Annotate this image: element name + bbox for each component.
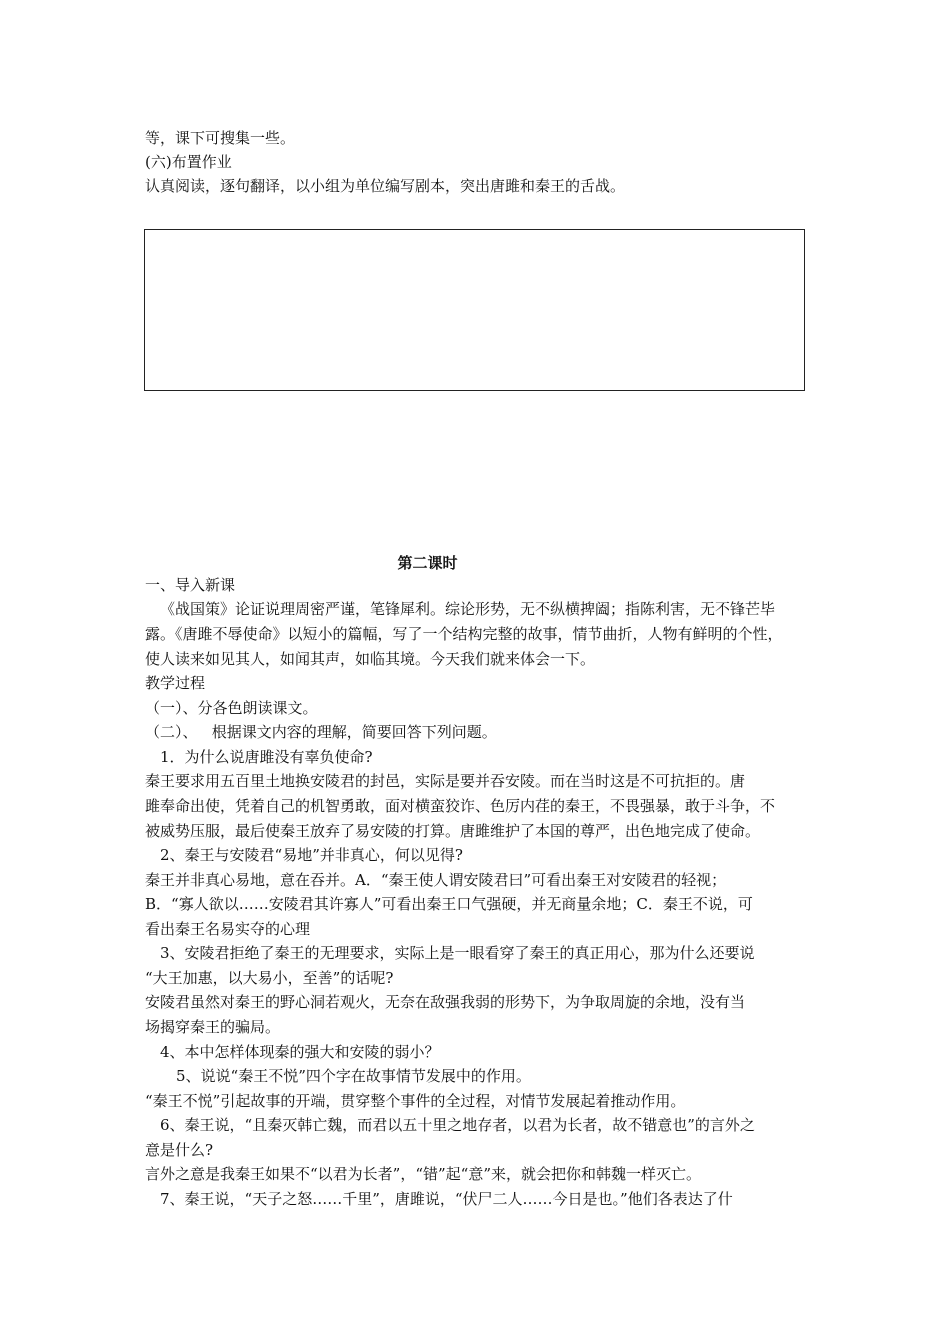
section-heading: 教学过程 [145, 674, 206, 692]
question: 7、秦王说，“天子之怒……千里”，唐雎说，“伏尸二人……今日是也。”他们各表达了什 [160, 1190, 733, 1208]
answer-line: 秦王要求用五百里土地换安陵君的封邑，实际是要并吞安陵。而在当时这是不可抗拒的。唐 [145, 772, 746, 790]
answer-line: 被威势压服，最后使秦王放弃了易安陵的打算。唐雎维护了本国的尊严，出色地完成了使命。 [145, 822, 761, 840]
text-line: 认真阅读，逐句翻译，以小组为单位编写剧本，突出唐雎和秦王的舌战。 [145, 177, 626, 195]
question: 2、秦王与安陵君“易地”并非真心，何以见得? [160, 846, 463, 864]
question: 1．为什么说唐雎没有辜负使命? [160, 748, 373, 766]
question: “大王加惠，以大易小，至善”的话呢? [145, 969, 394, 987]
answer-line: B．“寡人欲以……安陵君其许寡人”可看出秦王口气强硬，并无商量余地；C．秦王不说，可 [145, 895, 753, 913]
paragraph-line: 使人读来如见其人，如闻其声，如临其境。今天我们就来体会一下。 [145, 650, 596, 668]
answer-line: 雎奉命出使，凭着自己的机智勇敢，面对横蛮狡诈、色厉内荏的秦王，不畏强暴，敢于斗争，不 [145, 797, 776, 815]
question: 6、秦王说，“且秦灭韩亡魏，而君以五十里之地存者，以君为长者，故不错意也”的言外之 [160, 1116, 755, 1134]
answer-line: 言外之意是我秦王如果不“以君为长者”，“错”起“意”来，就会把你和韩魏一样灭亡。 [145, 1165, 702, 1183]
answer-line: 安陵君虽然对秦王的野心洞若观火，无奈在敌强我弱的形势下，为争取周旋的余地，没有当 [145, 993, 746, 1011]
page-title: 第二课时 [397, 554, 458, 572]
text-line: 等，课下可搜集一些。 [145, 129, 296, 147]
question: 意是什么? [145, 1141, 214, 1159]
assignment-heading: (六)布置作业 [145, 153, 232, 171]
step-item: （一）、分各色朗读课文。 [145, 699, 318, 717]
section-heading: 一、导入新课 [145, 576, 236, 594]
empty-text-box [144, 229, 805, 391]
answer-line: 场揭穿秦王的骗局。 [145, 1018, 281, 1036]
paragraph-line: 露。《唐雎不辱使命》以短小的篇幅，写了一个结构完整的故事，情节曲折，人物有鲜明的个性， [145, 625, 783, 643]
question: 5、说说“秦王不悦”四个字在故事情节发展中的作用。 [176, 1067, 531, 1085]
paragraph-line: 《战国策》论证说理周密严谨，笔锋犀利。综论形势，无不纵横捭阖；指陈利害，无不锋芒毕 [160, 600, 776, 618]
question: 3、安陵君拒绝了秦王的无理要求，实际上是一眼看穿了秦王的真正用心，那为什么还要说 [160, 944, 755, 962]
step-item: （二）、 根据课文内容的理解，简要回答下列问题。 [145, 723, 497, 741]
question: 4、本中怎样体现秦的强大和安陵的弱小？ [160, 1043, 440, 1061]
answer-line: 秦王并非真心易地，意在吞并。A．“秦王使人谓安陵君曰”可看出秦王对安陵君的轻视； [145, 871, 727, 889]
answer-line: 看出秦王名易实夺的心理 [145, 920, 311, 938]
answer-line: “秦王不悦”引起故事的开端，贯穿整个事件的全过程，对情节发展起着推动作用。 [145, 1092, 686, 1110]
